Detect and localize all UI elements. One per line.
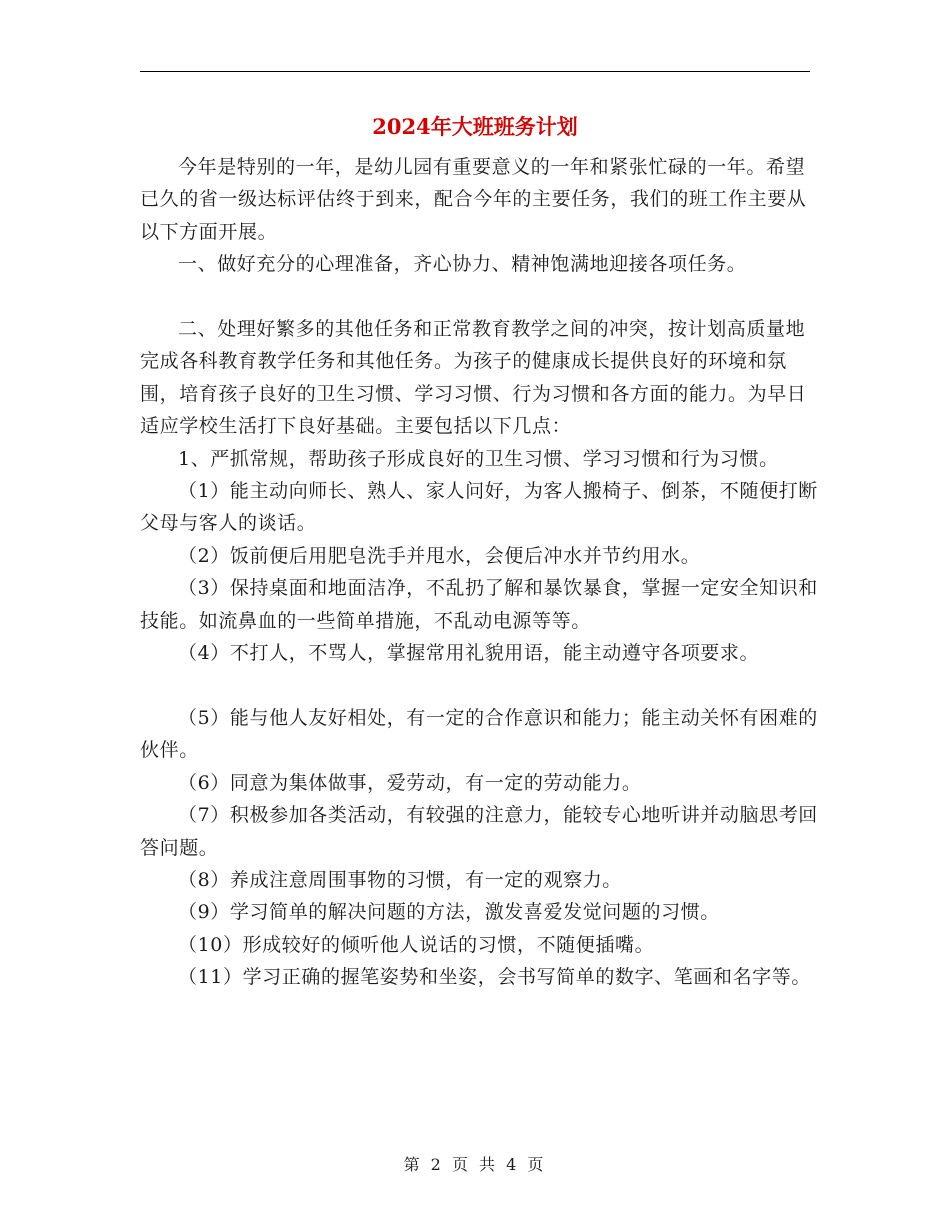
intro-paragraph: 今年是特别的一年，是幼儿园有重要意义的一年和紧张忙碌的一年。希望已久的省一级达标评估终于到来，配合今年的主要任务，我们的班工作主要从以下方面开展。 bbox=[140, 156, 807, 243]
subitem-7-paragraph: （7）积极参加各类活动，有较强的注意力，能较专心地听讲并动脑思考回答问题。 bbox=[140, 804, 818, 859]
subitem-5-paragraph: （5）能与他人友好相处，有一定的合作意识和能力；能主动关怀有困难的伙伴。 bbox=[140, 706, 818, 762]
subitem-4-paragraph: （4）不打人，不骂人，掌握常用礼貌用语，能主动遵守各项要求。 bbox=[178, 642, 760, 665]
document-title: 2024年大班班务计划 bbox=[372, 114, 578, 139]
page-number: 第 2 页 共 4 页 bbox=[403, 1155, 547, 1174]
subitem-3-paragraph: （3）保持桌面和地面洁净，不乱扔了解和暴饮暴食，掌握一定安全知识和技能。如流鼻血的一些简单措施，不乱动电源等等。 bbox=[140, 577, 818, 632]
subitem-6-paragraph: （6）同意为集体做事，爱劳动，有一定的劳动能力。 bbox=[178, 771, 642, 794]
header-rule bbox=[140, 71, 810, 72]
subitem-8-paragraph: （8）养成注意周围事物的习惯，有一定的观察力。 bbox=[178, 868, 622, 891]
subitem-9-paragraph: （9）学习简单的解决问题的方法，激发喜爱发觉问题的习惯。 bbox=[178, 901, 720, 924]
item-1-paragraph: 1、严抓常规，帮助孩子形成良好的卫生习惯、学习习惯和行为习惯。 bbox=[178, 447, 779, 470]
section-two-paragraph: 二、处理好繁多的其他任务和正常教育教学之间的冲突，按计划高质量地完成各科教育教学任务和其他任务。为孩子的健康成长提供良好的环境和氛围，培育孩子良好的卫生习惯、学习习惯、行为习惯和各方面的能力。为早日适应学校生活打下良好基础。主要包括以下几点： bbox=[140, 318, 807, 438]
subitem-10-paragraph: （10）形成较好的倾听他人说话的习惯，不随便插嘴。 bbox=[178, 933, 655, 956]
subitem-2-paragraph: （2）饭前便后用肥皂洗手并甩水，会便后冲水并节约用水。 bbox=[178, 544, 701, 567]
section-one-paragraph: 一、做好充分的心理准备，齐心协力、精神饱满地迎接各项任务。 bbox=[178, 253, 747, 276]
subitem-11-paragraph: （11）学习正确的握笔姿势和坐姿，会书写简单的数字、笔画和名字等。 bbox=[178, 966, 811, 989]
document-body bbox=[140, 151, 820, 994]
subitem-1-paragraph: （1）能主动向师长、熟人、家人问好，为客人搬椅子、倒茶，不随便打断父母与客人的谈话。 bbox=[140, 480, 818, 535]
